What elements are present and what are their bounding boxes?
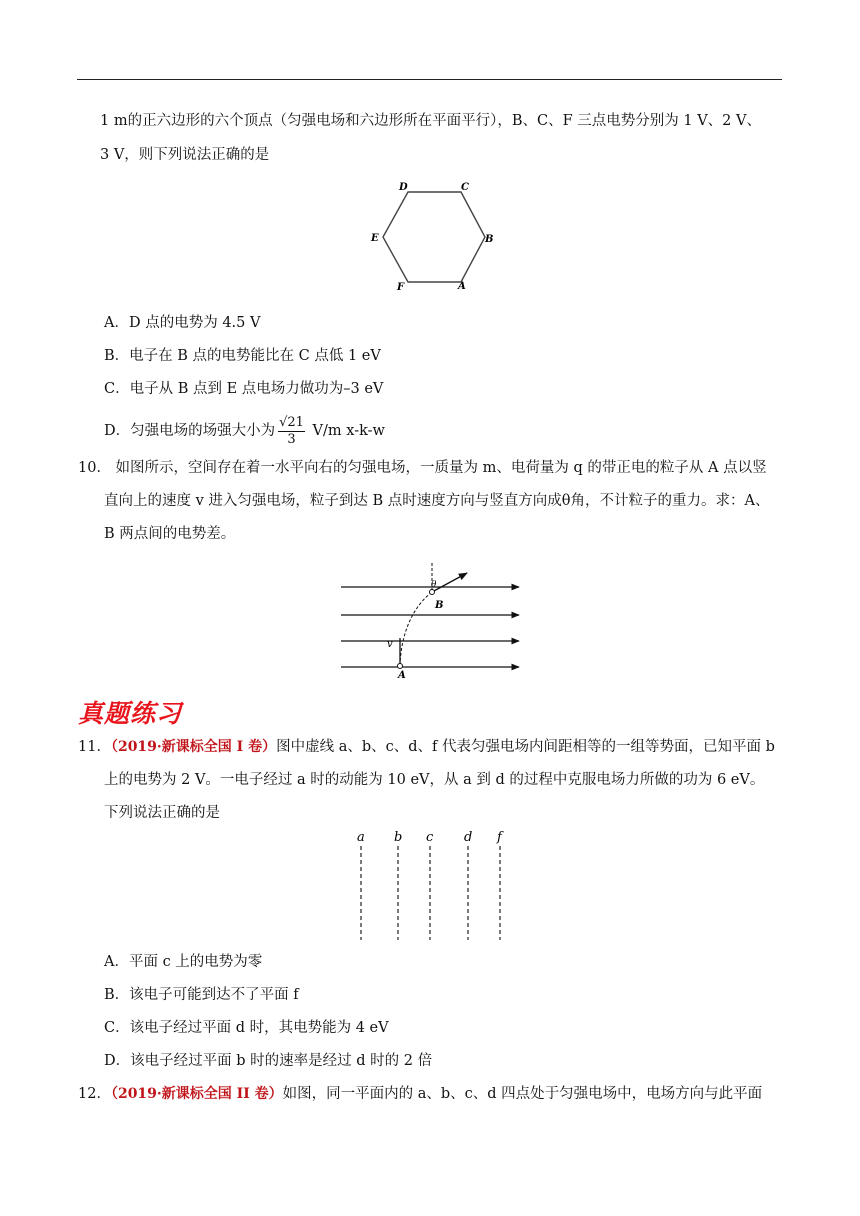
q11-source: （2019·新课标全国 I 卷） <box>110 739 277 755</box>
q12-text-line1 <box>78 1084 762 1104</box>
plane-label-c: c <box>426 830 434 845</box>
q10-text-line2: 直向上的速度 v 进入匀强电场，粒子到达 B 点时速度方向与竖直方向成θ角，不计粒子的重力。求：A、 <box>104 493 770 509</box>
hex-label-a: A <box>458 281 466 292</box>
q11-option-c: C．该电子经过平面 d 时，其电势能为 4 eV <box>104 1020 389 1036</box>
q12-text-line1-rest: 如图，同一平面内的 a、b、c、d 四点处于匀强电场中，电场方向与此平面 <box>282 1086 763 1102</box>
hexagon-figure <box>365 178 501 296</box>
q11-text-line2: 上的电势为 2 V。一电子经过 a 时的动能为 10 eV，从 a 到 d 的过程中克服电场力所做的功为 6 eV。 <box>104 772 765 788</box>
hex-label-d: D <box>399 182 408 193</box>
velocity-label: v <box>387 639 393 650</box>
q12-source: （2019·新课标全国 II 卷） <box>110 1086 283 1102</box>
q9-option-d-suffix: V/m x-k-w <box>307 423 385 439</box>
header-rule <box>77 79 782 80</box>
plane-label-d: d <box>464 830 473 845</box>
q9-option-d <box>104 412 385 450</box>
hex-label-b: B <box>485 234 494 245</box>
equipotential-planes-figure <box>340 826 520 944</box>
point-a-label: A <box>398 670 406 681</box>
q11-option-a: A．平面 c 上的电势为零 <box>104 954 263 970</box>
fraction-denominator: 3 <box>287 431 296 447</box>
q11-text-line3: 下列说法正确的是 <box>104 805 220 821</box>
q11-option-d: D．该电子经过平面 b 时的速率是经过 d 时的 2 倍 <box>104 1053 433 1069</box>
q9-option-d-prefix: D．匀强电场的场强大小为 <box>104 423 276 439</box>
hex-label-f: F <box>397 282 405 293</box>
q9-option-c: C．电子从 B 点到 E 点电场力做功为–3 eV <box>104 381 384 397</box>
plane-label-a: a <box>357 830 365 845</box>
electric-field-figure <box>335 560 527 682</box>
q10-text-line3: B 两点间的电势差。 <box>104 526 236 542</box>
q10-text-line1: 10． 如图所示，空间存在着一水平向右的匀强电场，一质量为 m、电荷量为 q 的带正电的粒子从 A 点以竖 <box>78 460 767 476</box>
q9-text-line2: 3 V，则下列说法正确的是 <box>100 147 270 163</box>
q11-option-b: B．该电子可能到达不了平面 f <box>104 987 299 1003</box>
section-title: 真题练习 <box>78 699 183 728</box>
point-b-label: B <box>435 600 444 611</box>
q9-option-d-fraction <box>278 415 305 448</box>
hex-label-e: E <box>371 233 379 244</box>
q9-option-b: B．电子在 B 点的电势能比在 C 点低 1 eV <box>104 348 381 364</box>
plane-label-b: b <box>394 830 403 845</box>
q11-number: 11． <box>78 739 111 755</box>
fraction-numerator: √21 <box>279 414 304 430</box>
q9-option-a: A．D 点的电势为 4.5 V <box>104 315 261 331</box>
q9-text-line1: 1 m的正六边形的六个顶点（匀强电场和六边形所在平面平行），B、C、F 三点电势分别为 1 V、2 V、 <box>100 113 761 129</box>
theta-label: θ <box>431 580 437 590</box>
q11-text-line1 <box>78 737 775 757</box>
hex-label-c: C <box>461 182 469 193</box>
q12-number: 12． <box>78 1086 111 1102</box>
plane-label-f: f <box>497 830 502 845</box>
q11-text-line1-rest: 图中虚线 a、b、c、d、f 代表匀强电场内间距相等的一组等势面，已知平面 b <box>276 739 775 755</box>
